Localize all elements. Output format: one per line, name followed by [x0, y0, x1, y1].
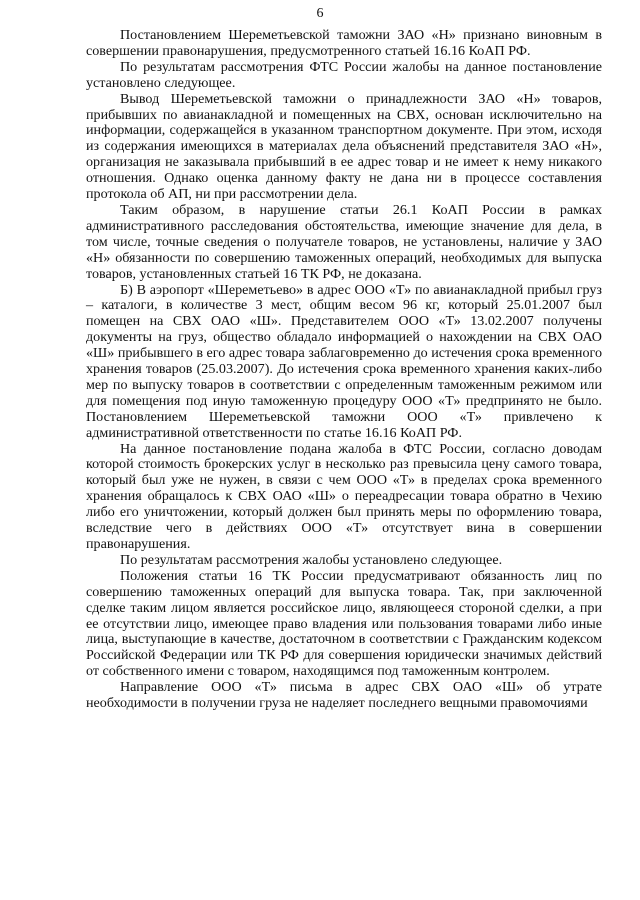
paragraph: По результатам рассмотрения жалобы установлено следующее. [120, 551, 503, 568]
paragraph: По результатам рассмотрения ФТС России жалобы на данное постановление установлено следующее. [86, 58, 602, 91]
paragraph: Направление ООО «Т» письма в адрес СВХ ОАО «Ш» об утрате необходимости в получении груза не наделяет последнего вещными правомочиями [86, 679, 602, 712]
paragraph: На данное постановление подана жалоба в ФТС России, согласно доводам которой стоимость брокерских услуг в несколько раз превысила цену самого товара, который был уже не нужен, в связи с чем ООО «Т» в пределах срока временного хранения обращалось к СВХ ОАО «Ш» о переадресации товара обратно в Чехию либо его уничтожении, который должен был принять меры по оформлению товара, вследствие чего в действиях ООО «Т» отсутствует вина в совершении правонарушения. [86, 440, 602, 552]
paragraph: Таким образом, в нарушение статьи 26.1 КоАП России в рамках административного расследования обстоятельства, имеющие значение для дела, в том числе, точные сведения о получателе товаров, не установлены, наличие у ЗАО «Н» обязанности по совершению таможенных операций, необходимых для выпуска товаров, установленных статьей 16 ТК РФ, не доказана. [86, 201, 602, 282]
document-body [86, 28, 602, 712]
page-number: 6 [316, 6, 324, 21]
paragraph: Положения статьи 16 ТК России предусматривают обязанность лиц по совершению таможенных операций для выпуска товара. Так, при заключенной сделке таким лицом является российское лицо, являющееся стороной сделки, а при ее отсутствии лицо, имеющее право владения или пользования товарами либо иные лица, выступающие в качестве, достаточном в соответствии с Гражданским кодексом Российской Федерации или ТК РФ для совершения юридически значимых действий от собственного имени с товаром, находящимся под таможенным контролем. [86, 567, 602, 680]
paragraph: Б) В аэропорт «Шереметьево» в адрес ООО «Т» по авианакладной прибыл груз – каталоги, в количестве 3 мест, общим весом 96 кг, который 25.01.2007 был помещен на СВХ ОАО «Ш». Представителем ООО «Т» 13.02.2007 получены документы на груз, общество обладало информацией о нахождении на СВХ ОАО «Ш» прибывшего в его адрес товара заблаговременно до истечения срока временного хранения товаров (25.03.2007). До истечения срока временного хранения каких-либо мер по выпуску товаров в соответствии с определенным таможенным режимом или для помещения под иную таможенную процедуру ООО «Т» предпринято не было. Постановлением Шереметьевской таможни ООО «Т» привлечено к административной ответственности по статье 16.16 КоАП РФ. [86, 281, 602, 441]
paragraph: Вывод Шереметьевской таможни о принадлежности ЗАО «Н» товаров, прибывших по авианакладной и помещенных на СВХ, основан исключительно на информации, содержащейся в указанном транспортном документе. При этом, исходя из содержания имеющихся в материалах дела объяснений представителя ЗАО «Н», организация не заказывала прибывший в ее адрес товар и не имеет к нему никакого отношения. Однако оценка данному факту не дана ни в процессе составления протокола об АП, ни при рассмотрении дела. [86, 90, 602, 203]
paragraph: Постановлением Шереметьевской таможни ЗАО «Н» признано виновным в совершении правонарушения, предусмотренного статьей 16.16 КоАП РФ. [86, 27, 602, 59]
